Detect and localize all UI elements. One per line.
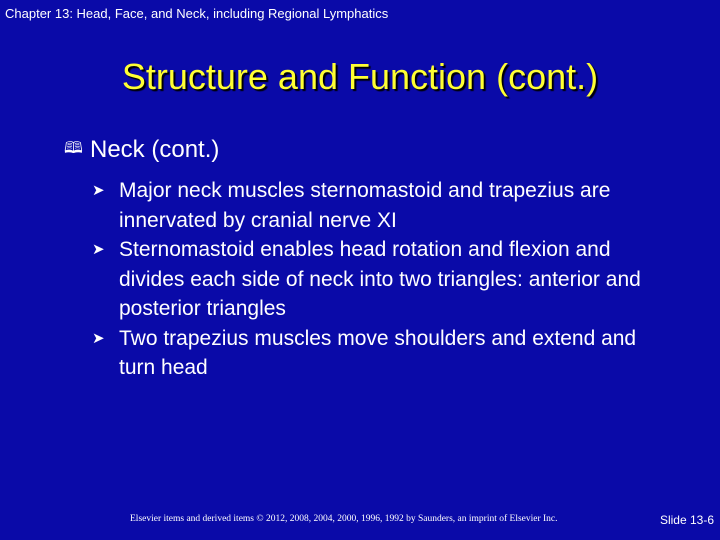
main-bullet-label: Neck (cont.) bbox=[90, 136, 220, 163]
chapter-header: Chapter 13: Head, Face, and Neck, including Regional Lymphatics bbox=[5, 6, 389, 21]
slide-number: Slide 13-6 bbox=[659, 513, 714, 527]
sub-bullet-item bbox=[92, 235, 652, 324]
copyright-footer: Elsevier items and derived items © 2012, 2008, 2004, 2000, 1996, 1992 by Saunders, an imprint of Elsevier Inc. bbox=[130, 514, 558, 524]
arrow-bullet-icon: ➤ bbox=[92, 329, 105, 347]
arrow-bullet-icon: ➤ bbox=[92, 182, 105, 199]
sub-bullet-text: Major neck muscles sternomastoid and trapezius are innervated by cranial nerve XI bbox=[119, 179, 611, 232]
book-bullet-icon: 🕮 bbox=[64, 139, 83, 157]
arrow-bullet-icon: ➤ bbox=[92, 241, 105, 258]
sub-bullet-item bbox=[92, 324, 652, 383]
sub-bullet-text: Sternomastoid enables head rotation and flexion and divides each side of neck into two triangles: anterior and posterior triangles bbox=[119, 238, 641, 320]
sub-bullet-item bbox=[92, 176, 652, 235]
main-bullet bbox=[64, 136, 219, 164]
sub-bullet-list bbox=[92, 176, 652, 383]
sub-bullet-text: Two trapezius muscles move shoulders and extend and turn head bbox=[119, 326, 637, 379]
slide-title: Structure and Function (cont.) bbox=[121, 56, 599, 97]
